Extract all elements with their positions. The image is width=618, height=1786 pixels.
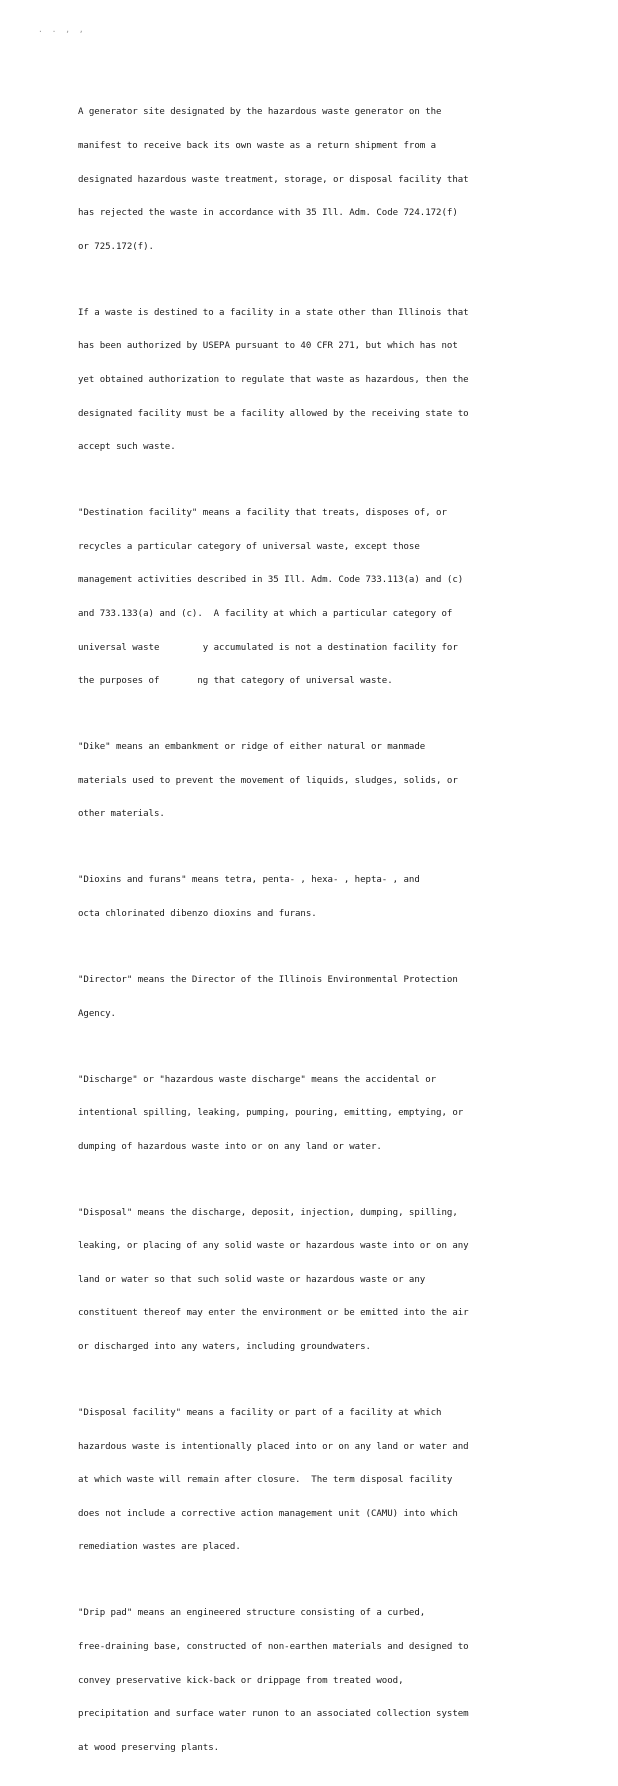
- text-line: precipitation and surface water runon to an associated collection system: [78, 1709, 469, 1720]
- text-line: land or water so that such solid waste or hazardous waste or any: [78, 1274, 426, 1285]
- text-line: "Discharge" or "hazardous waste discharge" means the accidental or: [78, 1074, 437, 1085]
- text-line: at which waste will remain after closure. The term disposal facility: [78, 1475, 453, 1486]
- text-line: Agency.: [78, 1008, 116, 1019]
- text-line: or discharged into any waters, including groundwaters.: [78, 1342, 371, 1353]
- paragraph-discharge: [78, 1052, 548, 1175]
- text-line: hazardous waste is intentionally placed into or on any land or water and: [78, 1441, 469, 1452]
- text-line: universal waste y accumulated is not a destination facility for: [78, 642, 458, 653]
- text-line: designated hazardous waste treatment, storage, or disposal facility that: [78, 174, 469, 185]
- text-line: manifest to receive back its own waste as a return shipment from a: [78, 141, 437, 151]
- text-line: convey preservative kick-back or drippage from treated wood,: [78, 1675, 404, 1686]
- text-line: "Disposal" means the discharge, deposit, injection, dumping, spilling,: [78, 1207, 458, 1218]
- text-line: yet obtained authorization to regulate that waste as hazardous, then the: [78, 374, 469, 385]
- text-line: at wood preserving plants.: [78, 1742, 220, 1753]
- paragraph-disposal-facility: [78, 1386, 548, 1576]
- text-line: has been authorized by USEPA pursuant to 40 CFR 271, but which has not: [78, 341, 458, 352]
- text-line: leaking, or placing of any solid waste or hazardous waste into or on any: [78, 1241, 469, 1252]
- text-line: "Disposal facility" means a facility or part of a facility at which: [78, 1408, 442, 1419]
- paragraph-designated-facility-return: [78, 85, 548, 275]
- paragraph-drip-pad: [78, 1586, 548, 1776]
- text-line: "Director" means the Director of the Illinois Environmental Protection: [78, 974, 458, 985]
- text-line: constituent thereof may enter the environment or be emitted into the air: [78, 1308, 469, 1319]
- text-line: "Destination facility" means a facility that treats, disposes of, or: [78, 508, 447, 519]
- text-line: octa chlorinated dibenzo dioxins and furans.: [78, 908, 317, 919]
- text-line: designated facility must be a facility allowed by the receiving state to: [78, 408, 469, 419]
- document-body: [78, 85, 548, 1786]
- text-line: dumping of hazardous waste into or on any land or water.: [78, 1141, 382, 1152]
- text-line: or 725.172(f).: [78, 241, 154, 252]
- text-line: A generator site designated by the hazardous waste generator on the: [78, 107, 442, 118]
- text-line: remediation wastes are placed.: [78, 1542, 241, 1553]
- paragraph-destination-facility: [78, 486, 548, 710]
- text-line: free-draining base, constructed of non-earthen materials and designed to: [78, 1642, 469, 1653]
- scan-corner-mark: . . , ,: [38, 25, 86, 34]
- text-line: "Dike" means an embankment or ridge of either natural or manmade: [78, 742, 426, 753]
- text-line: materials used to prevent the movement of liquids, sludges, solids, or: [78, 775, 458, 786]
- text-line: "Dioxins and furans" means tetra, penta- , hexa- , hepta- , and: [78, 875, 420, 886]
- text-line: recycles a particular category of universal waste, except those: [78, 541, 420, 552]
- paragraph-dioxins-furans: [78, 853, 548, 943]
- text-line: other materials.: [78, 809, 165, 820]
- text-line: intentional spilling, leaking, pumping, pouring, emitting, emptying, or: [78, 1108, 464, 1119]
- text-line: accept such waste.: [78, 442, 176, 453]
- paragraph-dike: [78, 720, 548, 843]
- paragraph-designated-facility-other-state: [78, 285, 548, 475]
- text-line: management activities described in 35 Ill. Adm. Code 733.113(a) and (c): [78, 575, 464, 586]
- text-line: has rejected the waste in accordance with 35 Ill. Adm. Code 724.172(f): [78, 208, 458, 219]
- paragraph-disposal: [78, 1185, 548, 1375]
- text-line: "Drip pad" means an engineered structure consisting of a curbed,: [78, 1608, 426, 1619]
- text-line: the purposes of ng that category of universal waste.: [78, 676, 393, 687]
- paragraph-director: [78, 953, 548, 1043]
- text-line: and 733.133(a) and (c). A facility at which a particular category of: [78, 608, 453, 619]
- text-line: If a waste is destined to a facility in a state other than Illinois that: [78, 307, 469, 318]
- text-line: does not include a corrective action management unit (CAMU) into which: [78, 1508, 458, 1519]
